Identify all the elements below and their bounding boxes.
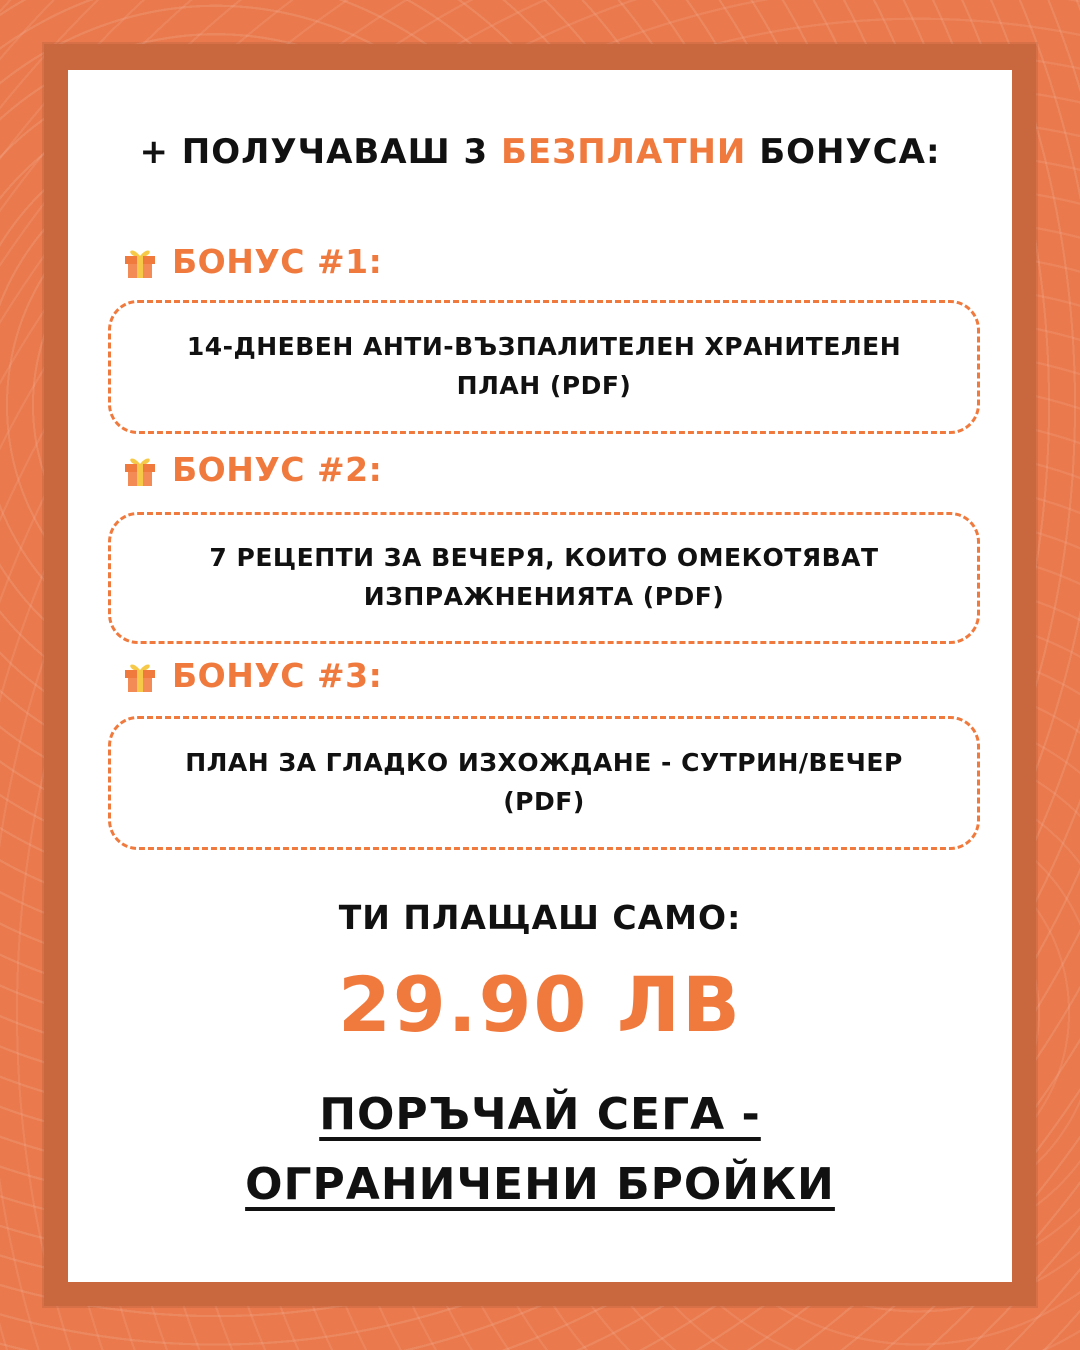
bonus-1-label — [122, 242, 382, 281]
bonus-1-box — [108, 300, 980, 434]
bonus-3-box — [108, 716, 980, 850]
headline-prefix: + ПОЛУЧАВАШ 3 — [139, 132, 501, 172]
cta-line-2[interactable]: ОГРАНИЧЕНИ БРОЙКИ — [245, 1159, 835, 1211]
price-value: 29.90 ЛВ — [338, 960, 742, 1049]
bonus-1-label-text: БОНУС #1: — [172, 242, 383, 281]
bonus-2-label-text: БОНУС #2: — [172, 450, 383, 489]
headline — [68, 132, 1012, 172]
bonus-2-text: 7 РЕЦЕПТИ ЗА ВЕЧЕРЯ, КОИТО ОМЕКОТЯВАТ ИЗПРАЖНЕНИЯТА (PDF) — [209, 543, 879, 611]
bonus-2-box — [108, 512, 980, 644]
bonus-1-text: 14-ДНЕВЕН АНТИ-ВЪЗПАЛИТЕЛЕН ХРАНИТЕЛЕН ПЛАН (PDF) — [186, 332, 902, 400]
gift-icon — [122, 244, 158, 280]
headline-accent: БЕЗПЛАТНИ — [500, 132, 747, 172]
gift-icon — [122, 452, 158, 488]
cta-line-1[interactable]: ПОРЪЧАЙ СЕГА - — [319, 1089, 761, 1140]
bonus-2-label — [122, 450, 382, 489]
gift-icon — [122, 658, 158, 694]
bonus-3-text: ПЛАН ЗА ГЛАДКО ИЗХОЖДАНЕ - СУТРИН/ВЕЧЕР (PDF) — [185, 748, 903, 816]
headline-suffix: БОНУСА: — [746, 132, 941, 172]
bonus-3-label-text: БОНУС #3: — [172, 656, 383, 695]
bonus-3-label — [122, 656, 382, 695]
price-label: ТИ ПЛАЩАШ САМО: — [338, 898, 742, 937]
content-panel — [68, 70, 1012, 1282]
order-cta[interactable] — [68, 1080, 1012, 1221]
